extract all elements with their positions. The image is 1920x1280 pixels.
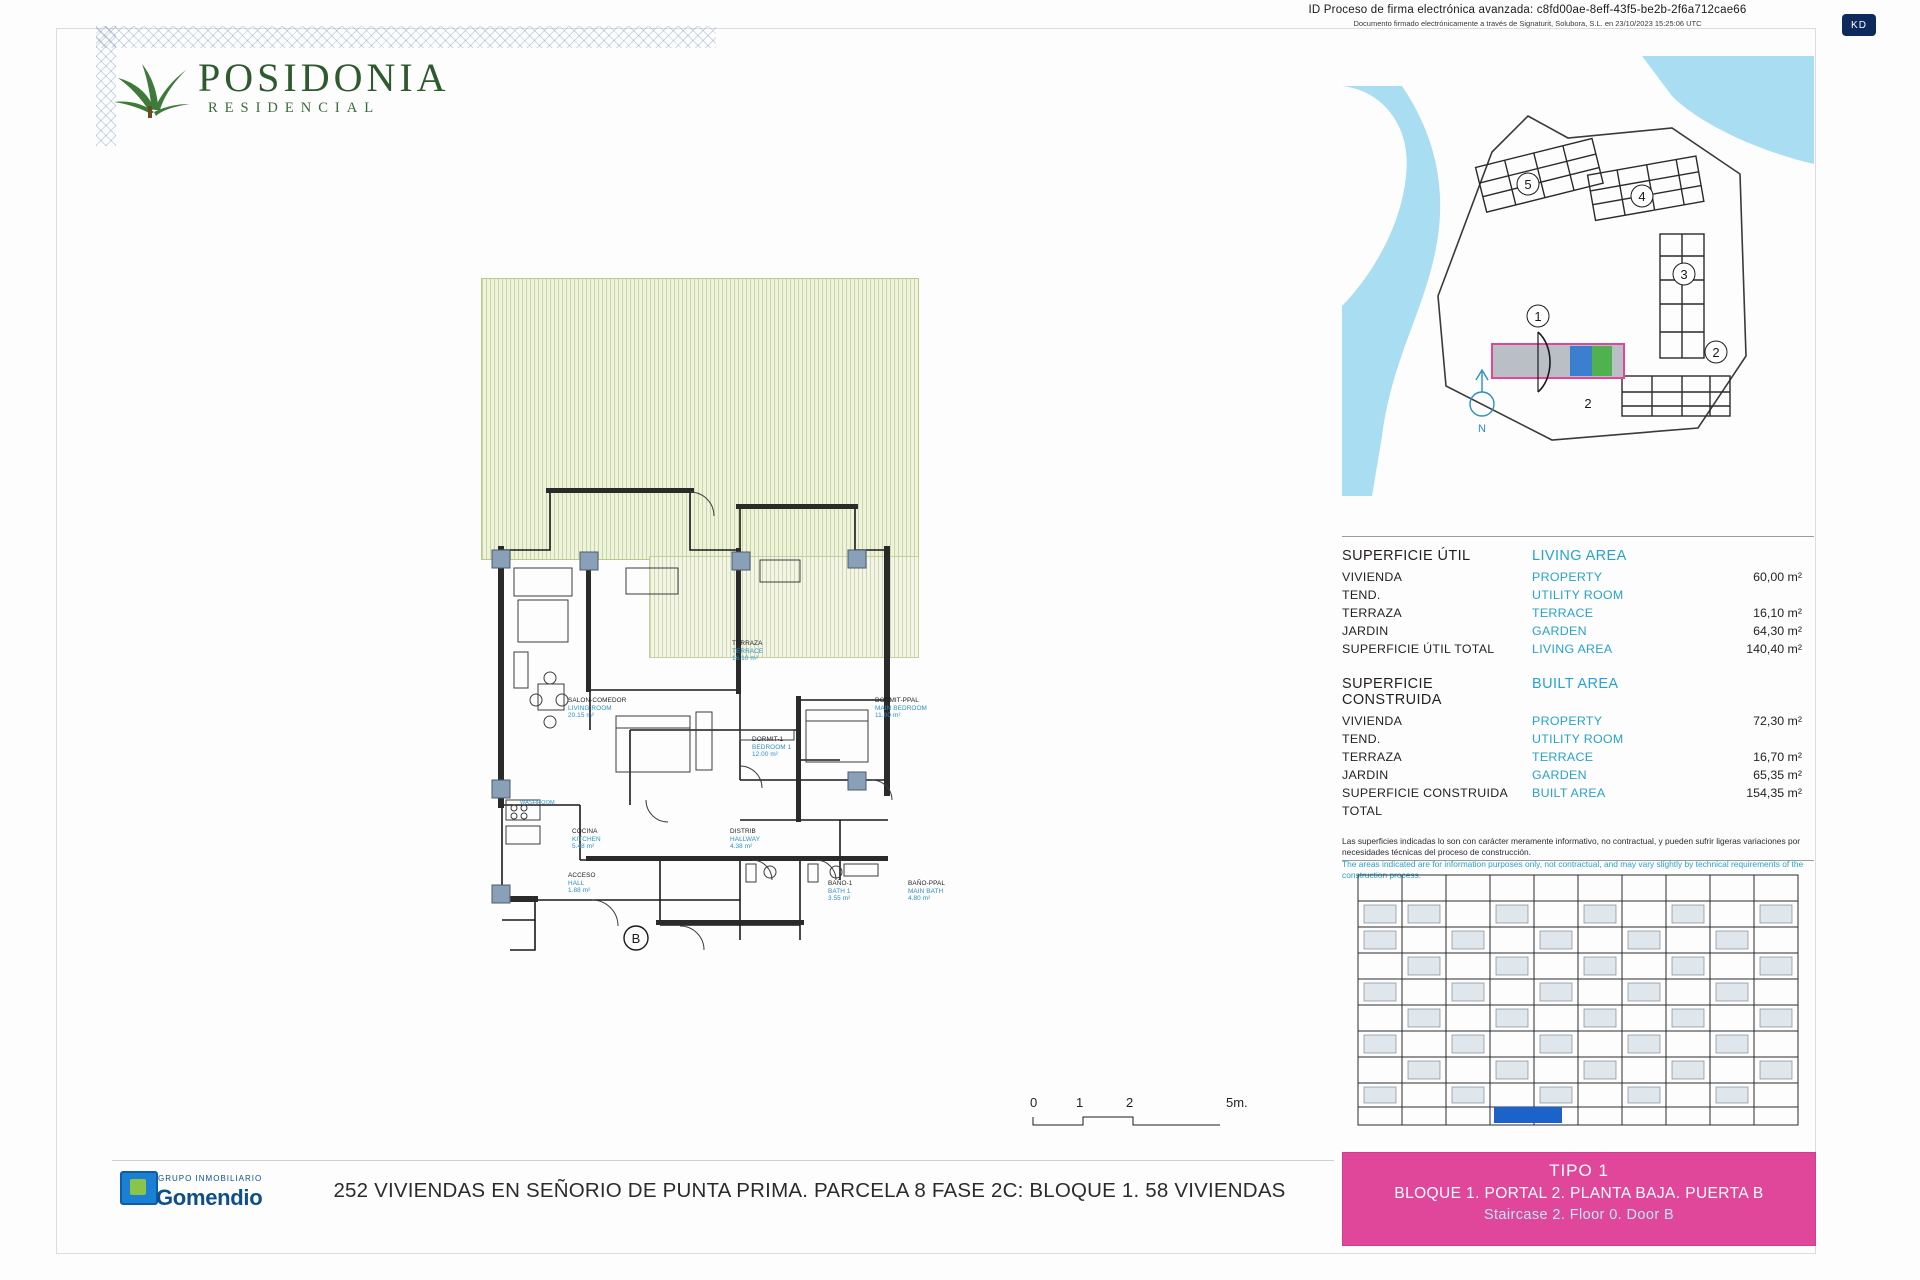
svg-text:1: 1: [1534, 309, 1542, 324]
brand-logo: [112, 54, 492, 124]
svg-text:3: 3: [1680, 267, 1688, 282]
scale-bar-graphic: [1030, 1115, 1245, 1127]
disclaimer-notes: Las superficies indicadas lo son con carácter meramente informativo, no contractual, y pueden sufrir ligeras variaciones por necesidades técnicas del proceso de construcción. The areas indicated are for information purposes only, not contractual, and may vary slightly by technical requirements of the construction process.: [1342, 836, 1804, 880]
room-label-hallway: DISTRIB HALLWAY 4.38 m²: [730, 828, 761, 851]
room-label-kitchen: COCINA KITCHEN 5.48 m²: [572, 828, 601, 851]
sheet-title-block: [112, 1160, 1334, 1223]
unit-type-title: TIPO 1: [1549, 1161, 1609, 1180]
room-label-bath-1: BAÑO-1 BATH 1 3.55 m²: [828, 880, 853, 903]
room-label-hall: ACCESO HALL 1.88 m²: [568, 872, 596, 895]
hatch-decoration-top: [96, 26, 716, 48]
table-row: TERRAZA TERRACE 16,70 m²: [1342, 750, 1802, 764]
table-row: VIVIENDA PROPERTY 60,00 m²: [1342, 570, 1802, 584]
project-title: 252 VIVIENDAS EN SEÑORIO DE PUNTA PRIMA. PARCELA 8 FASE 2C: BLOQUE 1. 58 VIVIENDAS: [333, 1179, 1286, 1202]
room-label-terrace: TERRAZA TERRACE 16.10 m²: [732, 640, 764, 663]
room-label-bedroom-1: DORMIT-1 BEDROOM 1 12.00 m²: [752, 736, 792, 759]
room-label-main-bedroom: DORMIT-PPAL MAIN BEDROOM 11.00 m²: [875, 697, 927, 720]
table-row: TEND. UTILITY ROOM: [1342, 732, 1624, 746]
scale-tick-0: 0: [1030, 1095, 1038, 1110]
area-tables: [1342, 548, 1814, 880]
svg-text:B: B: [631, 931, 641, 946]
room-label-living: SALON-COMEDOR LIVING ROOM 20.15 m²: [568, 697, 627, 720]
elevation-drawing: [1342, 861, 1814, 1149]
building-elevation: [1342, 860, 1814, 1149]
scale-tick-2: 2: [1126, 1095, 1134, 1110]
svg-text:N: N: [1478, 423, 1486, 435]
useful-area-header: SUPERFICIE ÚTIL LIVING AREA: [1342, 548, 1627, 564]
table-row-total: SUPERFICIE ÚTIL TOTAL LIVING AREA 140,40 m²: [1342, 642, 1802, 656]
table-row: VIVIENDA PROPERTY 72,30 m²: [1342, 714, 1802, 728]
unit-type-banner: [1342, 1152, 1816, 1246]
scale-end-label: 5m.: [1226, 1095, 1248, 1110]
built-area-header: SUPERFICIE CONSTRUIDA BUILT AREA: [1342, 676, 1619, 708]
brand-title: POSIDONIA: [198, 55, 450, 100]
gomendio-tagline: GRUPO INMOBILIARIO: [158, 1174, 263, 1183]
right-info-column: [1342, 56, 1814, 1222]
table-row: TERRAZA TERRACE 16,10 m²: [1342, 606, 1802, 620]
svg-text:5: 5: [1524, 177, 1532, 192]
site-plan: [1342, 56, 1814, 537]
table-row: TEND. UTILITY ROOM: [1342, 588, 1624, 602]
room-label-main-bath: BAÑO-PPAL MAIN BATH 4.80 m²: [908, 880, 946, 903]
scale-tick-1: 1: [1076, 1095, 1084, 1110]
unit-location-en: Staircase 2. Floor 0. Door B: [1483, 1207, 1675, 1223]
signaturit-logo-icon: KD: [1842, 14, 1876, 36]
table-row: JARDIN GARDEN 65,35 m²: [1342, 768, 1802, 782]
palm-leaf-icon: [112, 56, 190, 118]
gomendio-mark-icon: [120, 1171, 158, 1205]
signature-detail: Documento firmado electrónicamente a través de Signaturit, Solubora, S.L. en 23/10/2023 15:25:06 UTC: [1353, 19, 1702, 28]
svg-text:2: 2: [1712, 345, 1720, 360]
brand-subtitle: RESIDENCIAL: [208, 100, 381, 116]
gomendio-name: Gomendio: [156, 1185, 263, 1210]
unit-location-es: BLOQUE 1. PORTAL 2. PLANTA BAJA. PUERTA B: [1394, 1185, 1764, 1202]
room-label-washroom: WASHROOM: [520, 800, 555, 806]
signature-id: ID Proceso de firma electrónica avanzada: c8fd00ae-8eff-43f5-be2b-2f6a712cae66: [1308, 4, 1747, 16]
site-plan-drawing: [1342, 56, 1814, 536]
svg-text:2: 2: [1584, 396, 1592, 411]
gomendio-logo: [120, 1171, 270, 1217]
svg-text:4: 4: [1638, 189, 1646, 204]
table-row: JARDIN GARDEN 64,30 m²: [1342, 624, 1802, 638]
table-row-total: SUPERFICIE CONSTRUIDA TOTAL BUILT AREA 154,35 m²: [1342, 786, 1802, 818]
floor-plan-drawing: [440, 260, 1000, 980]
scale-bar: [1030, 1095, 1295, 1141]
